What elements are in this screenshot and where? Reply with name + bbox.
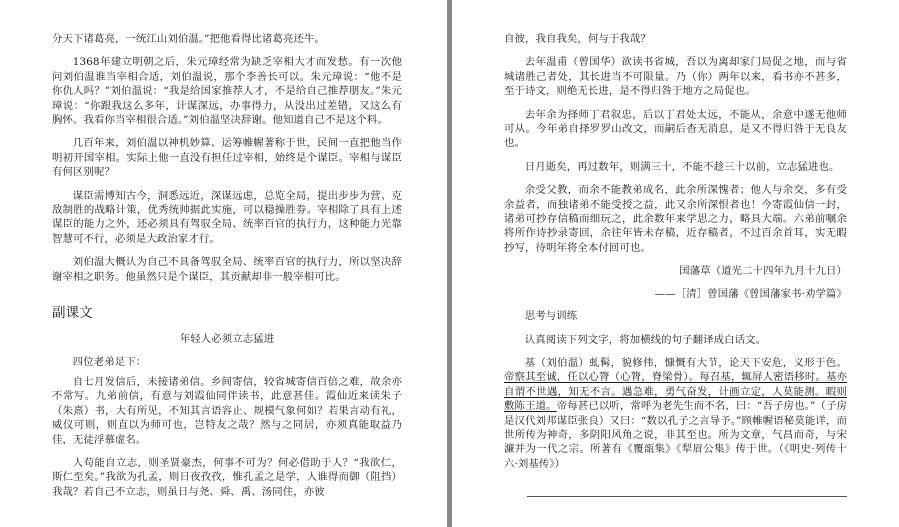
right-page xyxy=(452,0,899,527)
footer-rule xyxy=(527,496,847,497)
paragraph: 几百年来，刘伯温以神机妙算、运筹帷幄著称于世，民间一直把他当作明初开国宰相。实际上他一直没有担任过宰相，始终是个谋臣。宰相与谋臣有何区别呢？ xyxy=(52,137,402,179)
paragraph: 刘伯温大概认为自己不具备驾驭全局、统率百官的执行力，所以坚决辞谢宰相之职务。他虽然只是个谋臣，其贡献却非一般宰相可比。 xyxy=(52,256,402,283)
left-page xyxy=(0,0,447,527)
underlined-sentence: 遇急难，勇气奋发，计画立定，人莫能测。暇则敷陈王道。 xyxy=(504,385,847,413)
paragraph: 自彼，我自我矣，何与于我哉？ xyxy=(504,33,651,45)
section-heading: 副课文 xyxy=(52,305,93,322)
right-page-text xyxy=(504,32,847,480)
letter-signoff: 国藩草（道光二十四年九月十九日） xyxy=(679,265,847,278)
paragraph: 分天下诸葛亮，一统江山刘伯温。”把他看得比诸葛亮还牛。 xyxy=(52,33,325,45)
source-citation: ——［清］曾国藩《曾国藩家书·劝学篇》 xyxy=(654,287,847,300)
exercise-heading: 思考与训练 xyxy=(524,310,578,323)
exercise-passage xyxy=(504,356,847,471)
essay-title: 年轻人必须立志猛进 xyxy=(179,333,275,346)
paragraph: 去年余为择师丁君叙忠，后以丁君处太远，不能从，余意中遂无他师可从。今年弟自择罗罗山改文，而嗣后杳无消息，是又不得归咎于无良友也。 xyxy=(504,108,847,150)
underlined-sentence: 帝察其至诚，任以心膂（心膂，脊梁骨）。每召基，辄屏人密语移时。基亦自谓不世遇，知无不言。 xyxy=(504,371,847,398)
paragraph: 1368年建立明朝之后，朱元璋经常为缺乏宰相大才而发愁。有一次他问刘伯温谁当宰相合适，刘伯温说，那个李善长可以。朱元璋说：“他不是你仇人吗？”刘伯温说：“我是给国家推荐人才，不是给自己推荐朋友。”朱元璋说：“你跟我这么多年，计谋深远，办事得力，从没出过差错，又这么有胸怀。我看你当宰相很合适。”刘伯温坚决辞谢。他知道自己不是这个料。 xyxy=(52,56,402,127)
exercise-instruction: 认真阅读下列文字，将加横线的句子翻译成白话文。 xyxy=(524,333,767,346)
paragraph: 余受父教，而余不能教弟成名，此余所深愧者；他人与余交，多有受余益者，而独诸弟不能受授之益，此又余所深恨者也！今寄霞仙信一封，诸弟可抄存信稿而细玩之，此余数年来学思之力，略具大端。六弟前嘱余将所作诗抄录寄回，余往年皆未存稿，近存稿者，不过百余首耳，实无暇抄写，待明年将全本付回可也。 xyxy=(504,184,847,254)
passage-text: 基（刘伯温）虬髯，貌修伟，慷慨有大节，论天下安危，义形于色。 xyxy=(524,356,847,369)
paragraph: 谋臣需博知古今，洞悉远近，深谋远虑，总览全局，提出步步为营、克敌制胜的战略计策，优秀统帅据此实施，可以稳操胜券。宰相除了具有上述谋臣的能力之外，还必须具有驾驭全局、统率百官的执行力，这种能力光靠智慧可不行，必须是大政治家才行。 xyxy=(52,189,402,245)
left-page-text xyxy=(52,32,402,508)
paragraph: 去年温甫（曾国华）欲读书省城，吾以为离却家门局促之地，而与省城诸胜己者处，其长进当不可限量。乃（你）两年以来，看书亦不甚多，至于诗文，则绝无长进，是不得归咎于地方之局促也。 xyxy=(504,56,847,98)
passage-text: 帝每甚已以听，常呼为老先生而不名，曰：“吾子房也。”（子房是汉代刘邦谋臣张良）又曰：“数以孔子之言导予。”顾帷幄语秘莫能详，而世所传为神奇，多阴阳风角之说，非其至也。所为文章，气昌而奇，与宋濂并为一代之宗。所著有《覆瓿集》《犁眉公集》传于世。（《明史·列传十六·刘基传》） xyxy=(504,400,848,470)
paragraph: 人苟能自立志，则圣贤豪杰，何事不可为？何必借助于人？“我欲仁，斯仁至矣。”我欲为孔孟，则日夜孜孜，惟孔孟之是学，人谁得而御（阻挡）我哉？若自己不立志，则虽日与尧、舜、禹、汤同住，亦彼 xyxy=(52,456,402,498)
paragraph: 日月逝矣，再过数年，则满三十，不能不趁三十以前，立志猛进也。 xyxy=(524,160,840,173)
paragraph: 自七月发信后，未接诸弟信。乡间寄信，较省城寄信百倍之难，故余亦不常写。九弟前信，有意与刘霞仙同伴读书，此意甚佳。霞仙近来读朱子（朱熹）书，大有所见，不知其言语容止、规模气象何如？若果言动有礼，威仪可则，则直以为师可也，岂特友之哉？然与之同居，亦须真能取益乃佳，无徒浮慕虚名。 xyxy=(52,375,402,446)
salutation: 四位老弟足下： xyxy=(72,355,147,368)
